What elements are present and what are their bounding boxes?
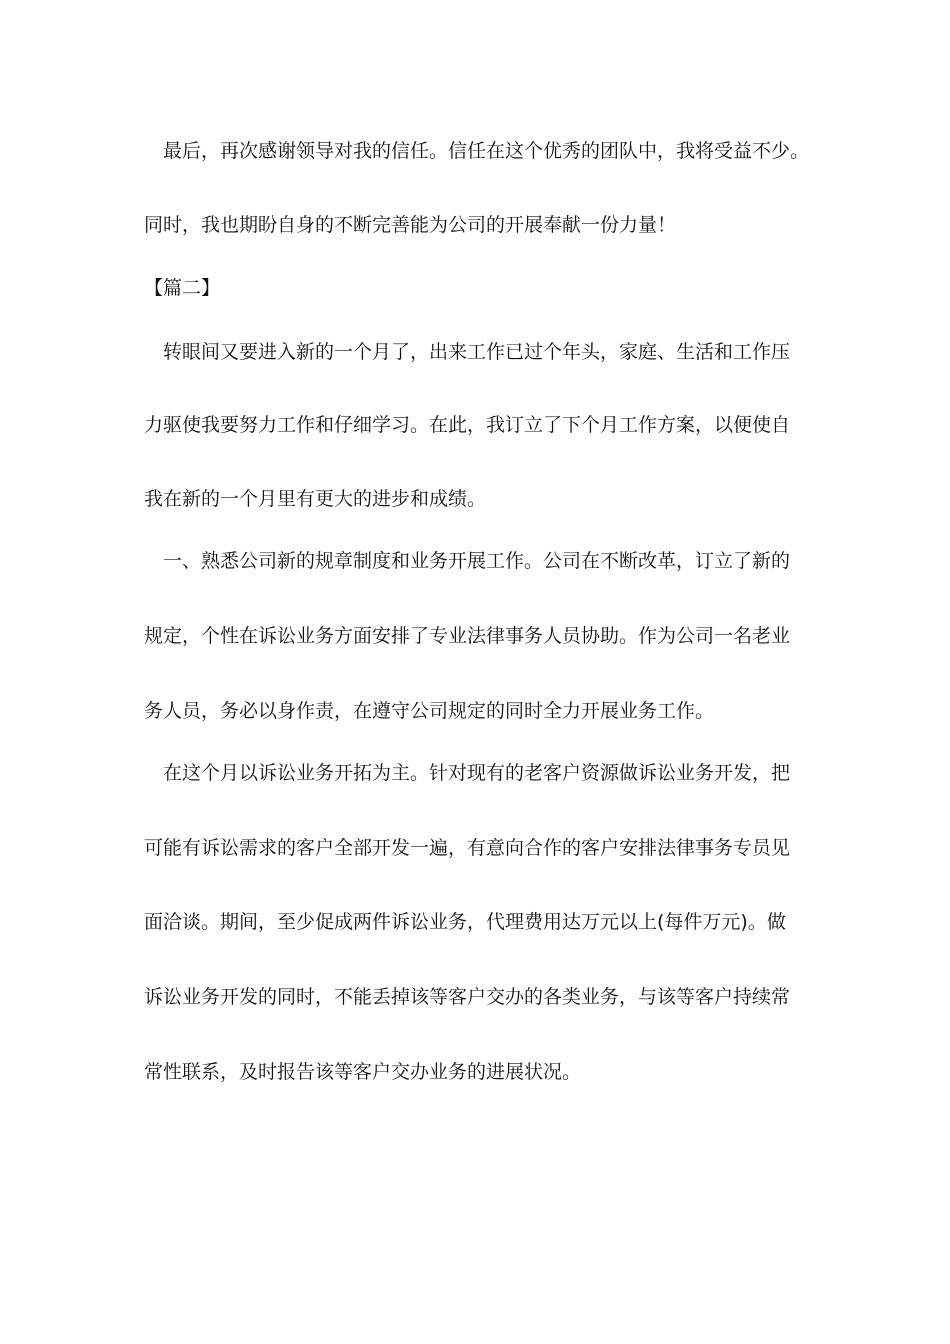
paragraph-line-8: 务人员，务必以身作责，在遵守公司规定的同时全力开展业务工作。 — [144, 700, 715, 722]
paragraph-line-5: 我在新的一个月里有更大的进步和成绩。 — [144, 488, 487, 510]
paragraph-line-7: 规定，个性在诉讼业务方面安排了专业法律事务人员协助。作为公司一名老业 — [144, 625, 791, 647]
paragraph-line-6: 一、熟悉公司新的规章制度和业务开展工作。公司在不断改革，订立了新的 — [163, 550, 791, 572]
paragraph-line-4: 力驱使我要努力工作和仔细学习。在此，我订立了下个月工作方案，以便使自 — [144, 414, 791, 436]
paragraph-line-13: 常性联系，及时报告该等客户交办业务的进展状况。 — [144, 1061, 582, 1083]
section-heading: 【篇二】 — [144, 277, 221, 299]
paragraph-line-10: 可能有诉讼需求的客户全部开发一遍，有意向合作的客户安排法律事务专员见 — [144, 837, 791, 859]
paragraph-line-1: 最后，再次感谢领导对我的信任。信任在这个优秀的团队中，我将受益不少。 — [163, 140, 810, 162]
paragraph-line-12: 诉讼业务开发的同时，不能丢掉该等客户交办的各类业务，与该等客户持续常 — [144, 986, 791, 1008]
paragraph-line-9: 在这个月以诉讼业务开拓为主。针对现有的老客户资源做诉讼业务开发，把 — [163, 762, 791, 784]
paragraph-line-3: 转眼间又要进入新的一个月了，出来工作已过个年头，家庭、生活和工作压 — [163, 341, 791, 363]
paragraph-line-2: 同时，我也期盼自身的不断完善能为公司的开展奉献一份力量！ — [144, 214, 677, 236]
paragraph-line-11: 面洽谈。期间，至少促成两件诉讼业务，代理费用达万元以上(每件万元)。做 — [144, 911, 786, 933]
